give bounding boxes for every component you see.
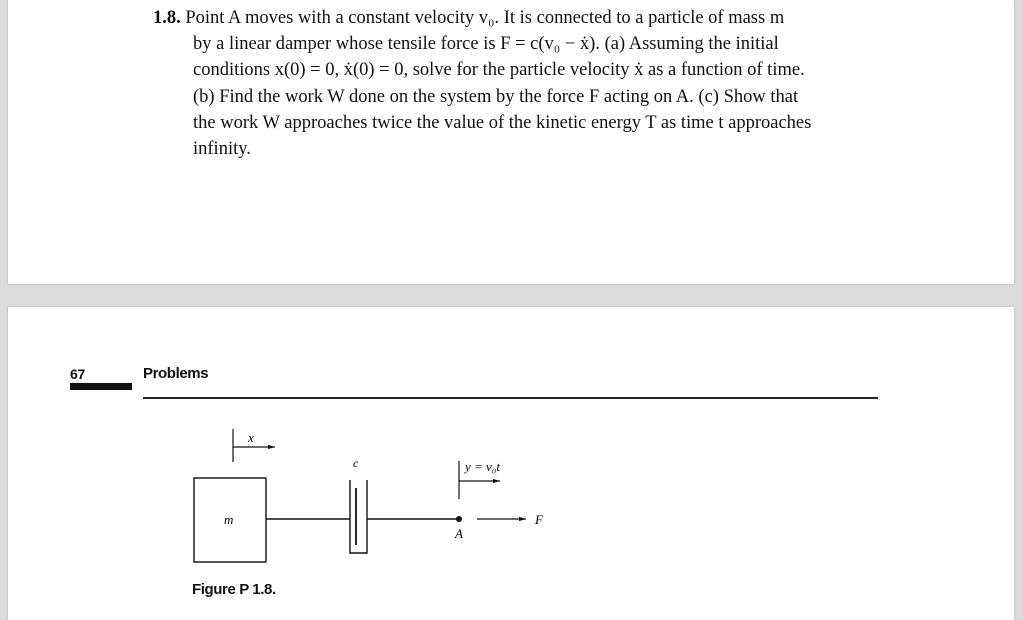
damper-label: c bbox=[353, 456, 359, 470]
problem-number: 1.8. bbox=[153, 8, 181, 28]
figure-caption: Figure P 1.8. bbox=[192, 581, 276, 598]
problem-line: (b) Find the work W done on the system by the force F acting on A. (c) Show that bbox=[193, 86, 799, 107]
y-label: y = v₀t bbox=[465, 459, 500, 474]
x-coordinate-marker bbox=[233, 429, 275, 462]
point-a bbox=[456, 516, 462, 522]
x-label: x bbox=[248, 430, 254, 445]
y-coordinate-marker bbox=[459, 459, 500, 499]
problem-line: the work W approaches twice the value of the kinetic energy T as time t approaches bbox=[193, 112, 812, 133]
mass-label: m bbox=[224, 512, 234, 527]
problem-line: conditions x(0) = 0, ẋ(0) = 0, solve for the particle velocity ẋ as a function of time. bbox=[193, 60, 805, 81]
problem-line: infinity. bbox=[193, 139, 251, 160]
damper bbox=[350, 456, 459, 553]
page-number: 67 bbox=[70, 366, 85, 382]
problem-line: Point A moves with a constant velocity v₀. It is connected to a particle of mass m bbox=[185, 8, 785, 28]
force-label: F bbox=[535, 512, 543, 527]
problem-line: by a linear damper whose tensile force is F = c(v₀ − ẋ). (a) Assuming the initial bbox=[193, 34, 779, 55]
point-a-label: A bbox=[455, 526, 463, 541]
section-title: Problems bbox=[143, 365, 209, 382]
